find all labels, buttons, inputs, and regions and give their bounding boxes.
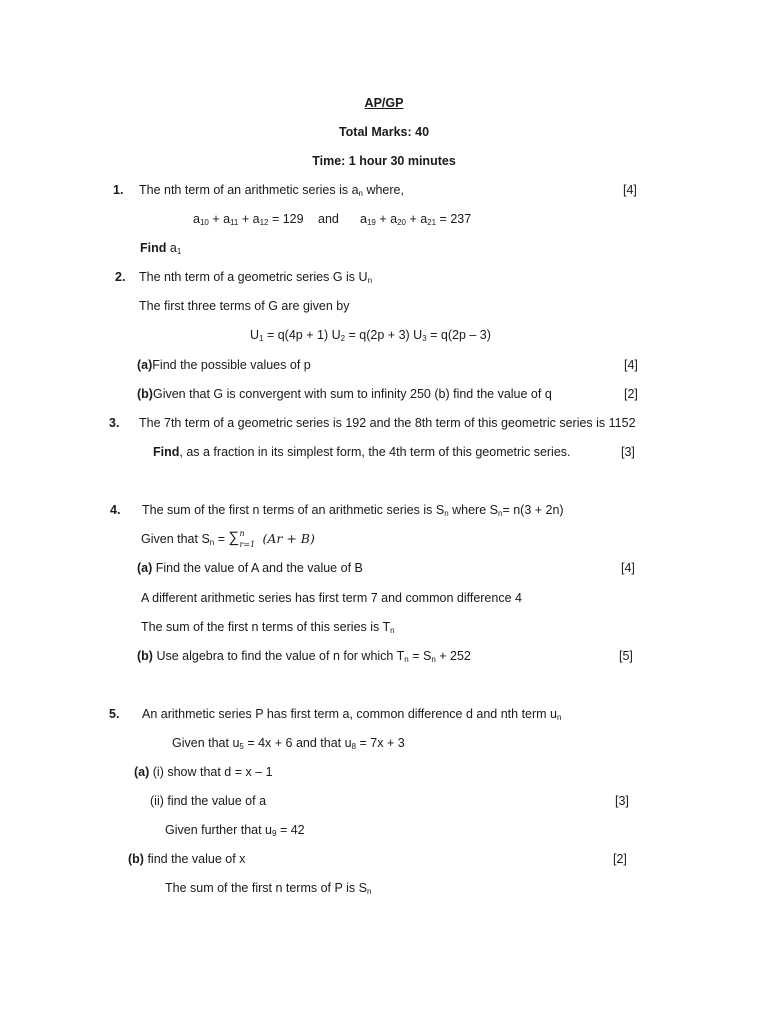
given-conditions: Given that $u_5 = 4x + 6$ and that $u_8 = 7x + 3$	[172, 736, 405, 751]
marks: [3]	[621, 445, 635, 459]
instruction: Find $a_1$	[140, 241, 182, 256]
page-title: AP/GP	[364, 96, 404, 110]
marks: [2]	[613, 852, 627, 866]
summation-symbol: ∑ n r=1	[228, 529, 256, 549]
part-a-ii: (ii) find the value of a	[150, 794, 267, 808]
marks: [4]	[621, 561, 635, 575]
part-b: (b) find the value of x	[128, 852, 246, 866]
total-marks: Total Marks: 40	[338, 125, 430, 139]
part-a: (a)Find the possible values of p	[137, 358, 311, 372]
given-conditions: Given further that $u_9 = 42$	[165, 823, 305, 838]
question-number: 4.	[110, 503, 121, 517]
marks: [3]	[615, 794, 629, 808]
question-stem: The sum of the first n terms of an arithmetic series is $S_n$ where $S_n= n(3 + 2n)$	[142, 503, 564, 518]
part-a: (a) Find the value of A and the value of B	[137, 561, 363, 575]
equation: $a_{19} + a_{20} + a_{21} = 237$	[360, 212, 472, 227]
question-stem: The nth term of an arithmetic series is $a_n$ where,	[139, 183, 404, 198]
question-text: A different arithmetic series has first term 7 and common difference 4	[141, 591, 522, 605]
part-a-i: (a) (i) show that d = x – 1	[134, 765, 273, 779]
question-number: 1.	[113, 183, 124, 197]
instruction: Find, as a fraction in its simplest form, the 4th term of this geometric series.	[153, 445, 571, 459]
summation-definition: Given that $S_n$ = ∑ n r=1 (Ar + B)	[141, 529, 315, 549]
question-number: 2.	[115, 270, 126, 284]
marks: [5]	[619, 649, 633, 663]
question-stem: An arithmetic series P has first term a, common difference d and nth term $u_n$	[142, 707, 562, 722]
marks: [4]	[623, 183, 637, 197]
question-text: The sum of the first n terms of P is $S_n$	[165, 881, 372, 896]
part-b: (b) Use algebra to find the value of n for which $T_n = S_n + 252$	[137, 649, 471, 664]
conjunction: and	[318, 212, 339, 226]
question-text: The first three terms of G are given by	[139, 299, 350, 313]
part-b: (b)Given that G is convergent with sum to infinity 250 (b) find the value of q	[137, 387, 552, 401]
marks: [2]	[624, 387, 638, 401]
question-stem: The nth term of a geometric series G is $U_n$	[139, 270, 373, 285]
marks: [4]	[624, 358, 638, 372]
equation: $U_1 = q(4p + 1) U_2 = q(2p + 3) U_3 = q(2p - 3)$	[250, 328, 491, 343]
question-stem: The 7th term of a geometric series is 192 and the 8th term of this geometric series is 1152	[139, 416, 636, 430]
time-allowed: Time: 1 hour 30 minutes	[312, 154, 456, 168]
question-number: 5.	[109, 707, 120, 721]
equation: $a_{10} + a_{11} + a_{12} = 129$	[193, 212, 304, 227]
question-number: 3.	[109, 416, 120, 430]
question-text: The sum of the first n terms of this series is $T_n$	[141, 620, 395, 635]
